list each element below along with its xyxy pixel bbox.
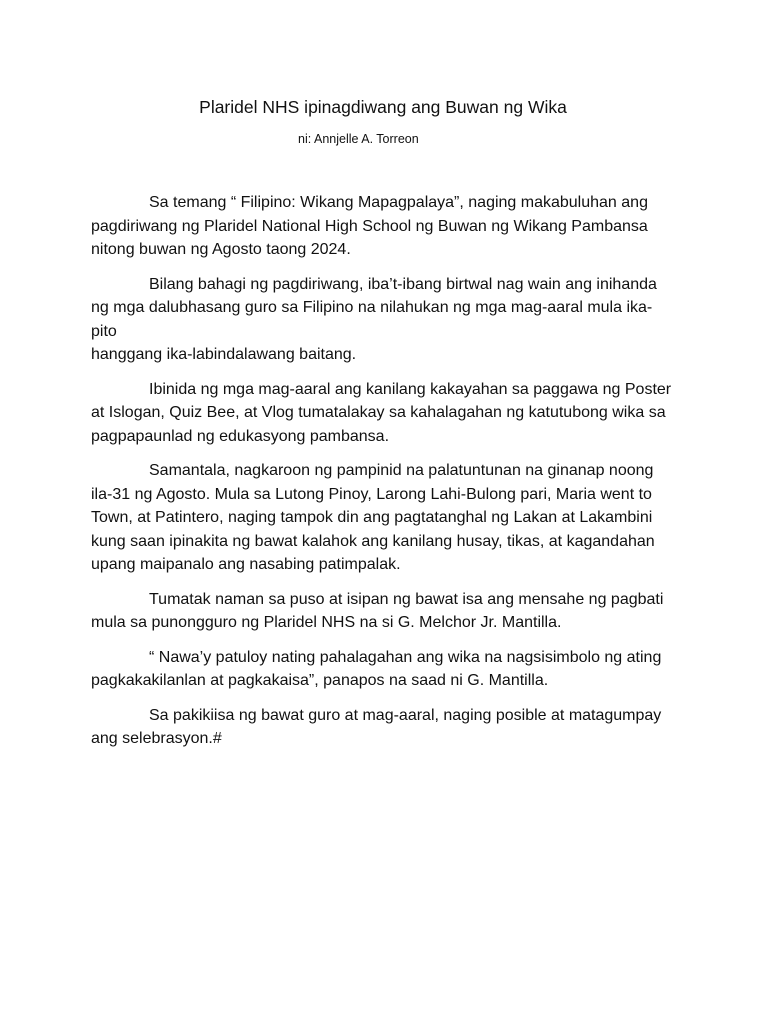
article-body [91, 191, 677, 762]
paragraph-conclusion: Sa pakikiisa ng bawat guro at mag-aaral, naging posible at matagumpay ang selebrasyon.# [91, 706, 662, 747]
paragraph-principal-message: Tumatak naman sa puso at isipan ng bawat isa ang mensahe ng pagbati mula sa punongguro ng Plaridel NHS na si G. Melchor Jr. Mantilla. [91, 590, 664, 631]
paragraph-contests: Ibinida ng mga mag-aaral ang kanilang kakayahan sa paggawa ng Poster at Islogan, Quiz Bee, at Vlog tumatalakay sa kahalagahan ng katutubong wika sa pagpapaunlad ng edukasyong pambansa. [91, 380, 672, 445]
paragraph-closing-program: Samantala, nagkaroon ng pampinid na palatuntunan na ginanap noong ila-31 ng Agosto. Mula sa Lutong Pinoy, Larong Lahi-Bulong pari, Maria went to Town, at Patintero, naging tampok din ang pagtatanghal ng Lakan at Lakambini kung saan ipinakita ng bawat kalahok ang kanilang husay, tikas, at kagandahan upang maipanalo ang nasabing patimpalak. [91, 462, 655, 573]
paragraph-quote: “ Nawa’y patuloy nating pahalagahan ang wika na nagsisimbolo ng ating pagkakakilanlan at pagkakaisa”, panapos na saad ni G. Mantilla. [91, 648, 662, 689]
paragraph-activities: Bilang bahagi ng pagdiriwang, iba’t-ibang birtwal nag wain ang inihanda ng mga dalubhasang guro sa Filipino na nilahukan ng mga mag-aaral mula ika-pito hanggang ika-labindalawang baitang. [91, 275, 657, 363]
paragraph-theme: Sa temang “ Filipino: Wikang Mapagpalaya”, naging makabuluhan ang pagdiriwang ng Plaridel National High School ng Buwan ng Wikang Pambansa nitong buwan ng Agosto taong 2024. [91, 194, 648, 258]
article-byline: ni: Annjelle A. Torreon [298, 132, 419, 146]
article-title: Plaridel NHS ipinagdiwang ang Buwan ng Wika [199, 97, 567, 117]
